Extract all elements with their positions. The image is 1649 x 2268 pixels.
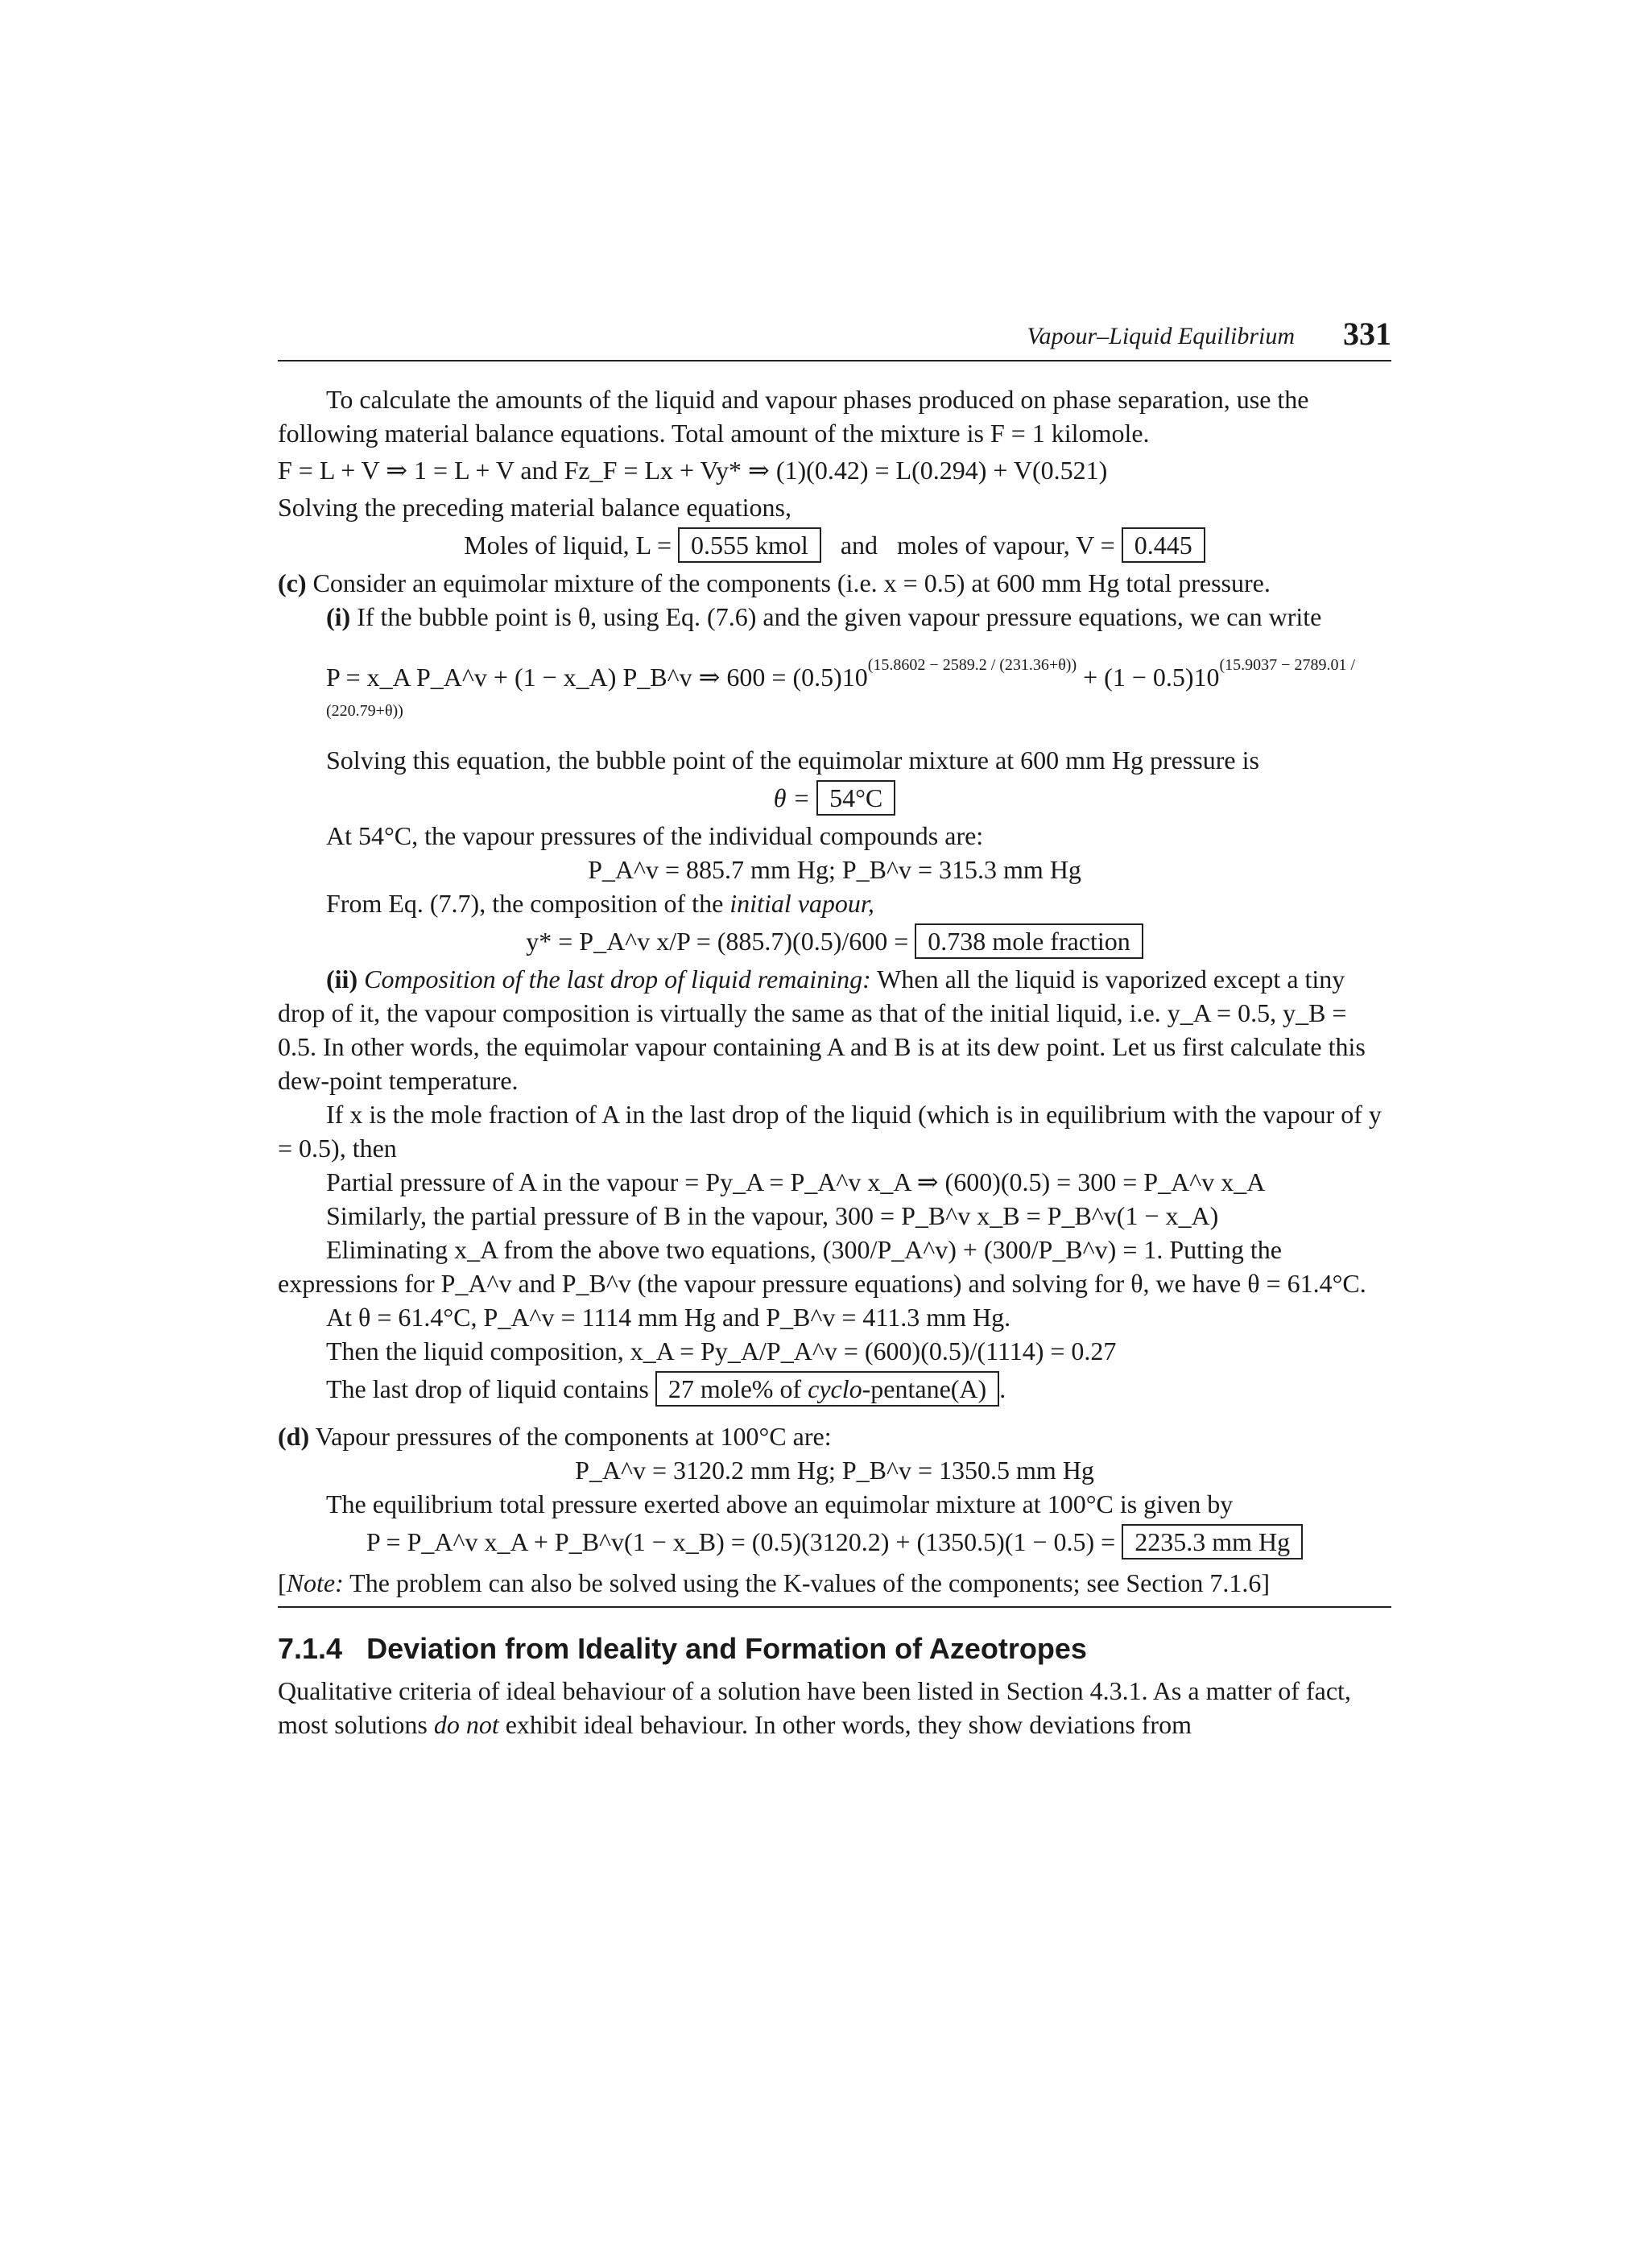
p12-label: The last drop of liquid contains: [326, 1374, 649, 1403]
last-drop-result: The last drop of liquid contains 27 mole% of cyclo-pentane(A) .: [278, 1371, 1391, 1407]
paragraph-dew-point: At θ = 61.4°C, P_A^v = 1114 mm Hg and P_B^v = 411.3 mm Hg.: [326, 1303, 1011, 1332]
running-title: Vapour–Liquid Equilibrium: [1027, 323, 1295, 349]
paragraph-eliminating: Eliminating x_A from the above two equations, (300/P_A^v) + (300/P_B^v) = 1. Putting the expressions for P_A^v and P_B^v (the vapour pressure equations) and solving for θ, we have θ = 61.4°C.: [278, 1235, 1366, 1298]
p5-text: From Eq. (7.7), the composition of the: [326, 889, 730, 918]
part-cii-text: When all the liquid is vaporized except a tiny drop of it, the vapour composition is virtually the same as that of the initial liquid, i.e. y_A = 0.5, y_B = 0.5. In other words, the equimolar vapour containing A and B is at its dew point. Let us first calculate this dew-point temperature.: [278, 965, 1366, 1095]
part-cii: [278, 962, 1391, 1097]
part-d-text: Vapour pressures of the components at 100°C are:: [315, 1422, 832, 1451]
equation-initial-vapour: [278, 923, 1391, 959]
eq4-box: 2235.3 mm Hg: [1122, 1524, 1303, 1560]
section-number: 7.1.4: [278, 1632, 343, 1665]
paragraph-intro: To calculate the amounts of the liquid and vapour phases produced on phase separation, use the following material balance equations. Total amount of the mixture is F = 1 kilomole.: [278, 385, 1309, 448]
section-title: Deviation from Ideality and Formation of Azeotropes: [366, 1632, 1087, 1665]
note-label: Note:: [286, 1568, 344, 1597]
theta-result: [278, 780, 1391, 816]
part-ci-text: If the bubble point is θ, using Eq. (7.6) and the given vapour pressure equations, we can write: [357, 602, 1322, 631]
paragraph-solving: Solving the preceding material balance equations,: [278, 493, 791, 522]
part-d: [278, 1419, 1391, 1453]
vapour-pressures-100c: P_A^v = 3120.2 mm Hg; P_B^v = 1350.5 mm Hg: [575, 1456, 1094, 1485]
paragraph-partial-pressure-a: Partial pressure of A in the vapour = Py_A = P_A^v x_A ⇒ (600)(0.5) = 300 = P_A^v x_A: [326, 1167, 1266, 1196]
part-cii-title: Composition of the last drop of liquid remaining:: [364, 965, 871, 994]
eq3-text: y* = P_A^v x/P = (885.7)(0.5)/600 =: [526, 927, 909, 956]
equation-total-pressure: [278, 1524, 1391, 1560]
paragraph-liquid-composition: Then the liquid composition, x_A = Py_A/P_A^v = (600)(0.5)/(1114) = 0.27: [326, 1336, 1117, 1365]
last-drop-box: 27 mole% of cyclo-pentane(A): [655, 1371, 999, 1407]
moles-liquid-box: 0.555 kmol: [678, 527, 821, 563]
paragraph-closing: Qualitative criteria of ideal behaviour of a solution have been listed in Section 4.3.1. As a matter of fact, most solutions do not exhibit ideal behaviour. In other words, they show deviations from: [278, 1676, 1351, 1739]
moles-vapour-label: moles of vapour, V =: [897, 531, 1115, 560]
equation-bubble-point: [278, 648, 1391, 740]
eq2-left: P = x_A P_A^v + (1 − x_A) P_B^v ⇒ 600 = (0.5)10: [326, 663, 868, 692]
eq4-text: P = P_A^v x_A + P_B^v(1 − x_B) = (0.5)(3120.2) + (1350.5)(1 − 0.5) =: [366, 1527, 1116, 1556]
part-c-text: Consider an equimolar mixture of the components (i.e. x = 0.5) at 600 mm Hg total pressure.: [312, 568, 1271, 597]
paragraph-total-pressure: The equilibrium total pressure exerted above an equimolar mixture at 100°C is given by: [326, 1489, 1234, 1518]
moles-result-line: [278, 527, 1391, 563]
moles-vapour-box: 0.445: [1122, 527, 1205, 563]
paragraph-bubble-solve: Solving this equation, the bubble point of the equimolar mixture at 600 mm Hg pressure is: [326, 746, 1259, 775]
theta-label: θ =: [773, 783, 811, 812]
page-content: [278, 382, 1391, 1741]
running-header: [278, 318, 1391, 361]
paragraph-partial-pressure-b: Similarly, the partial pressure of B in the vapour, 300 = P_B^v x_B = P_B^v(1 − x_A): [326, 1201, 1219, 1230]
closing-italic: do not: [433, 1710, 499, 1739]
eq2-mid: + (1 − 0.5)10: [1077, 663, 1220, 692]
theta-box: 54°C: [816, 780, 895, 816]
eq2-exponent-2: (15.9037 − 2789.01 / (220.79+θ)): [326, 656, 1356, 720]
equation-material-balance: F = L + V ⇒ 1 = L + V and Fz_F = Lx + Vy* ⇒ (1)(0.42) = L(0.294) + V(0.521): [278, 456, 1108, 485]
note: [Note: The problem can also be solved using the K-values of the components; see Section 7.1.6]: [278, 1566, 1391, 1608]
section-heading: [278, 1632, 1391, 1666]
vapour-pressures-54c: P_A^v = 885.7 mm Hg; P_B^v = 315.3 mm Hg: [588, 855, 1081, 884]
part-c: [278, 566, 1391, 600]
moles-liquid-label: Moles of liquid, L =: [464, 531, 672, 560]
part-ci: [278, 600, 1391, 634]
eq3-box: 0.738 mole fraction: [915, 923, 1143, 959]
note-text: The problem can also be solved using the K-values of the components; see Section 7.1.6]: [343, 1568, 1270, 1597]
page-number: 331: [1343, 316, 1391, 352]
part-d-label: (d): [278, 1422, 310, 1451]
paragraph-vapour-pressures: At 54°C, the vapour pressures of the individual compounds are:: [326, 821, 984, 850]
part-cii-label: (ii): [326, 965, 358, 994]
part-c-label: (c): [278, 568, 307, 597]
part-ci-label: (i): [326, 602, 351, 631]
p5-italic: initial vapour,: [729, 889, 874, 918]
eq2-exponent-1: (15.8602 − 2589.2 / (231.36+θ)): [867, 656, 1077, 674]
and-label: and: [840, 531, 878, 560]
paragraph-initial-vapour: [278, 886, 1391, 920]
paragraph-last-drop: If x is the mole fraction of A in the last drop of the liquid (which is in equilibrium with the vapour of y = 0.5), then: [278, 1100, 1382, 1163]
